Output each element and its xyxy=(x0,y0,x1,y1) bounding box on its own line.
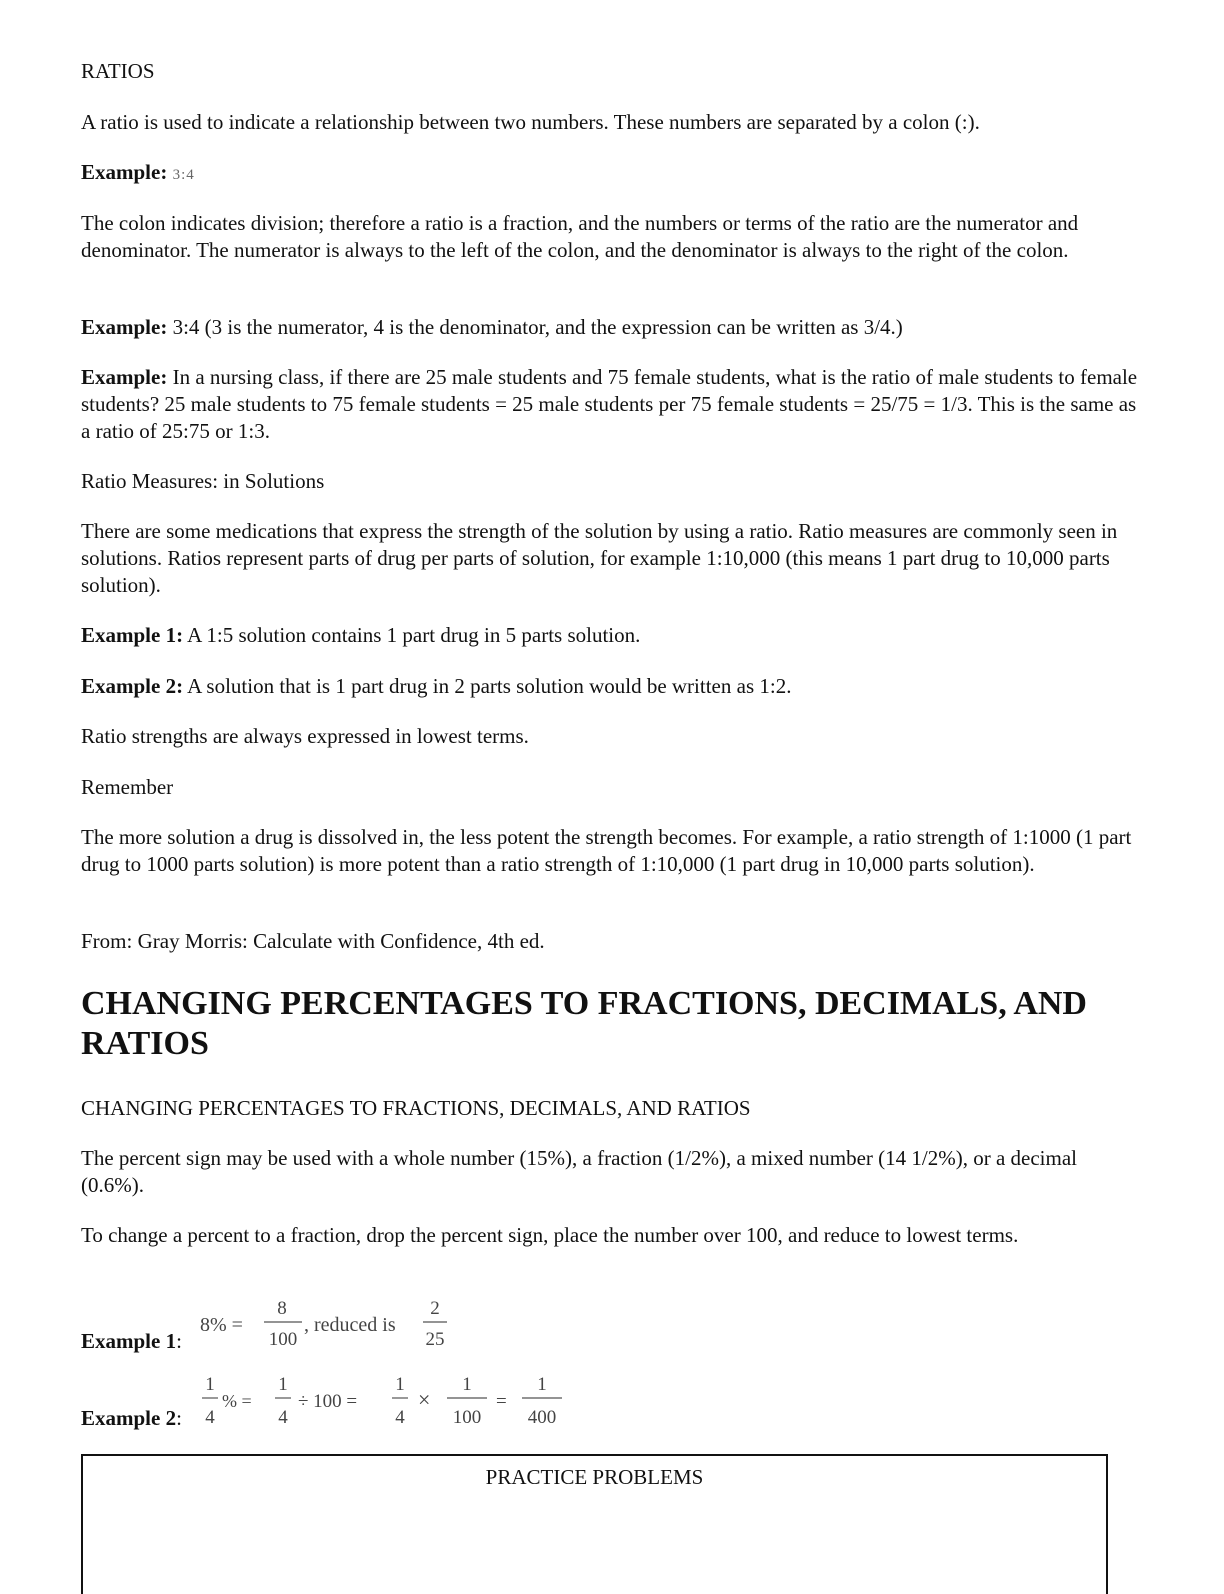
example-1-label: Example 1: xyxy=(81,623,184,647)
source-citation: From: Gray Morris: Calculate with Confidence, 4th ed. xyxy=(81,929,545,953)
math1-mid: , reduced is xyxy=(304,1314,396,1336)
math1-num: 8 xyxy=(277,1298,287,1319)
ratio-measures-paragraph: There are some medications that express the strength of the solution by using a ratio. Ratio measures are commonly seen in solutions. Ratios represent parts of drug per parts of solution, for example 1:10,000 (this means 1 part drug to 10,000 parts solution). xyxy=(81,519,1118,597)
math2-pct: % = xyxy=(222,1391,252,1411)
percent-sign-paragraph: The percent sign may be used with a whole number (15%), a fraction (1/2%), a mixed number (14 1/2%), or a decimal (0.6%). xyxy=(81,1146,1078,1197)
percent-example-1-label xyxy=(81,1328,182,1355)
math2-e-num: 1 xyxy=(537,1374,547,1395)
remember-paragraph: The more solution a drug is dissolved in, the less potent the strength becomes. For example, a ratio strength of 1:1000 (1 part drug to 1000 parts solution) is more potent than a ratio strength of 1:10,000 (1 part drug in 10,000 parts solution). xyxy=(81,825,1132,876)
math1-den: 100 xyxy=(268,1329,298,1350)
ratio-intro: A ratio is used to indicate a relationship between two numbers. These numbers are separated by a colon (:). xyxy=(81,110,980,134)
math2-b-num: 1 xyxy=(278,1374,288,1395)
math2-d-num: 1 xyxy=(462,1374,472,1395)
colon-paragraph: The colon indicates division; therefore a ratio is a fraction, and the numbers or terms of the ratio are the numerator and denominator. The numerator is always to the left of the colon, and the denominator is always to the right of the colon. xyxy=(81,211,1079,262)
practice-problems-title: PRACTICE PROBLEMS xyxy=(485,1465,704,1489)
math2-b-den: 4 xyxy=(278,1407,288,1428)
example-2-label: Example 2 xyxy=(81,1406,177,1430)
ratios-heading: RATIOS xyxy=(81,59,155,83)
example-1-label: Example 1 xyxy=(81,1329,177,1353)
colon: : xyxy=(176,1406,182,1430)
section-heading: CHANGING PERCENTAGES TO FRACTIONS, DECIMALS, AND RATIOS xyxy=(81,985,1087,1062)
example-text: 3:4 (3 is the numerator, 4 is the denominator, and the expression can be written as 3/4.) xyxy=(167,315,903,339)
math1-lhs: 8% = xyxy=(200,1314,243,1336)
example-1-line xyxy=(81,622,1141,649)
math2-c-num: 1 xyxy=(395,1374,405,1395)
lowest-terms-note: Ratio strengths are always expressed in lowest terms. xyxy=(81,724,529,748)
example-label: Example: xyxy=(81,160,168,184)
percent-example-2-math xyxy=(198,1372,568,1437)
example-line-1 xyxy=(81,159,1141,189)
practice-problems-box xyxy=(81,1454,1108,1594)
math2-div: ÷ 100 = xyxy=(298,1391,358,1412)
math1-rnum: 2 xyxy=(430,1298,440,1319)
example-label: Example: xyxy=(81,315,168,339)
colon: : xyxy=(176,1329,182,1353)
percent-to-fraction-paragraph: To change a percent to a fraction, drop the percent sign, place the number over 100, and reduce to lowest terms. xyxy=(81,1223,1019,1247)
math1-rden: 25 xyxy=(425,1329,445,1350)
section-subheading: CHANGING PERCENTAGES TO FRACTIONS, DECIMALS, AND RATIOS xyxy=(81,1096,751,1120)
example-line-3 xyxy=(81,364,1141,445)
math2-eq: = xyxy=(496,1391,507,1412)
percent-example-2-label xyxy=(81,1405,182,1432)
ratio-measures-heading: Ratio Measures: in Solutions xyxy=(81,469,325,493)
example-2-line xyxy=(81,673,1141,700)
example-1-text: A 1:5 solution contains 1 part drug in 5 parts solution. xyxy=(183,623,641,647)
math2-e-den: 400 xyxy=(527,1407,557,1428)
ratio-image-3-4: 3:4 xyxy=(172,167,195,183)
example-text: In a nursing class, if there are 25 male students and 75 female students, what is the ratio of male students to female students? 25 male students to 75 female students = 25 male students per 75 female students = 25/75 = 1/3. This is the same as a ratio of 25:75 or 1:3. xyxy=(81,365,1138,443)
example-2-label: Example 2: xyxy=(81,674,184,698)
math2-d-den: 100 xyxy=(452,1407,482,1428)
math2-a-den: 4 xyxy=(205,1407,215,1428)
example-label: Example: xyxy=(81,365,168,389)
example-line-2 xyxy=(81,314,1141,341)
math2-c-den: 4 xyxy=(395,1407,405,1428)
example-2-text: A solution that is 1 part drug in 2 parts solution would be written as 1:2. xyxy=(183,674,792,698)
remember-heading: Remember xyxy=(81,775,174,799)
math2-times: × xyxy=(418,1387,431,1412)
math2-a-num: 1 xyxy=(205,1374,215,1395)
percent-example-1-math xyxy=(196,1292,456,1361)
